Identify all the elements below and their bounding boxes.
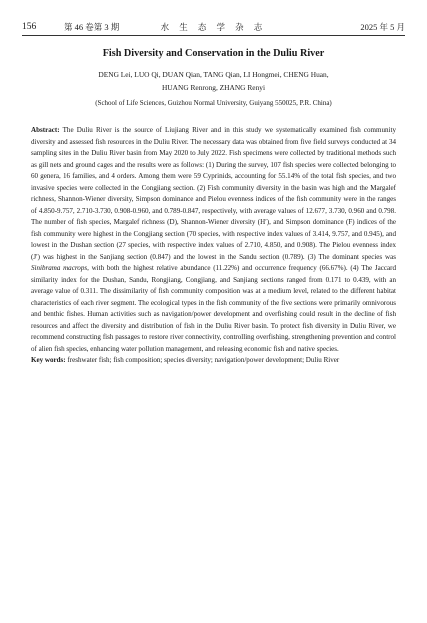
keywords-text: freshwater fish; fish composition; species diversity; navigation/power development; Duliu River: [65, 356, 340, 364]
journal-name: 水 生 态 学 杂 志: [160, 22, 267, 32]
abstract-text-part2: , with both the highest relative abundance (11.22%) and occurrence frequency (66.67%). (4) The Jaccard similarity index for the Dushan, Sandu, Rongjiang, Congjiang, and Sanjiang sections ranged from 0.171 to 0.439, with an average value of 0.311. The dissimilarity of fish community composition was at a medium level, related to the different habitat characteristics of each river segment. The ecological types in the fish community of the five sections were primarily omnivorous and benthic fishes. Human activities such as navigation/power development and overfishing could result in the decline of fish resources and affect the diversity and distribution of fish in the Duliu River basin. To protect fish diversity in Duliu River, we recommend constructing fish passages to restore river connectivity, controlling overfishing, strengthening prevention and control of alien fish species, enhancing water pollution management, and releasing economic fish and native species.: [31, 264, 396, 353]
authors-line-2: HUANG Renrong, ZHANG Renyi: [161, 83, 266, 92]
dominant-species-name: Sinibrama macrops: [31, 264, 88, 272]
paper-title: Fish Diversity and Conservation in the Duliu River: [102, 48, 325, 59]
running-header: [22, 20, 405, 34]
page-number: 156: [22, 22, 37, 32]
keywords-paragraph: [31, 355, 396, 367]
abstract-text-part1: The Duliu River is the source of Liujiang River and in this study we systematically examined fish community diversity and assessed fish resources in the Duliu River. The necessary data was obtained from five field surveys conducted at 34 sampling sites in the Duliu River basin from May 2020 to July 2022. Fish specimens were collected by traditional methods such as gill nets and ground cages and the results were as follows: (1) During the survey, 107 fish species were collected belonging to 60 genera, 16 families, and 4 orders. Among them were 59 Cyprinids, accounting for 55.14% of the total fish species, and two invasive species were collected in the Congjiang section. (2) Fish community diversity in the basin was high and the Margalef richness, Shannon-Wiener diversity, Simpson dominance and Pielou evenness indices of the fish community were in the ranges of 4.850-9.757, 2.710-3.730, 0.908-0.960, and 0.789-0.847, respectively, with average values of 12.677, 3.730, 0.960 and 0.798. The number of fish species, Margalef richness (D), Shannon-Wiener diversity (H′), and Simpson dominance (F) indices of the fish community were highest in the Congjiang section (70 species, with respective index values of 3.414, 9.757, and 0.945), and lowest in the Dushan section (27 species, with respective index values of 2.710, 4.850, and 0.908). The Pielou evenness index (J′) was highest in the Sanjiang section (0.847) and the lowest in the Sandu section (0.789). (3) The dominant species was: [31, 126, 396, 261]
abstract-label: Abstract:: [31, 126, 60, 134]
authors-line-1: DENG Lei, LUO Qi, DUAN Qian, TANG Qian, LI Hongmei, CHENG Huan,: [98, 70, 329, 79]
header-rule: [22, 35, 405, 36]
affiliation: (School of Life Sciences, Guizhou Normal University, Guiyang 550025, P.R. China): [95, 99, 332, 107]
author-list: [60, 68, 367, 94]
volume-issue: 第 46 卷第 3 期: [64, 22, 120, 32]
publication-date: 2025 年 5 月: [360, 22, 405, 32]
keywords-label: Key words:: [31, 356, 66, 364]
abstract-block: [31, 125, 396, 367]
abstract-paragraph: [31, 125, 396, 355]
